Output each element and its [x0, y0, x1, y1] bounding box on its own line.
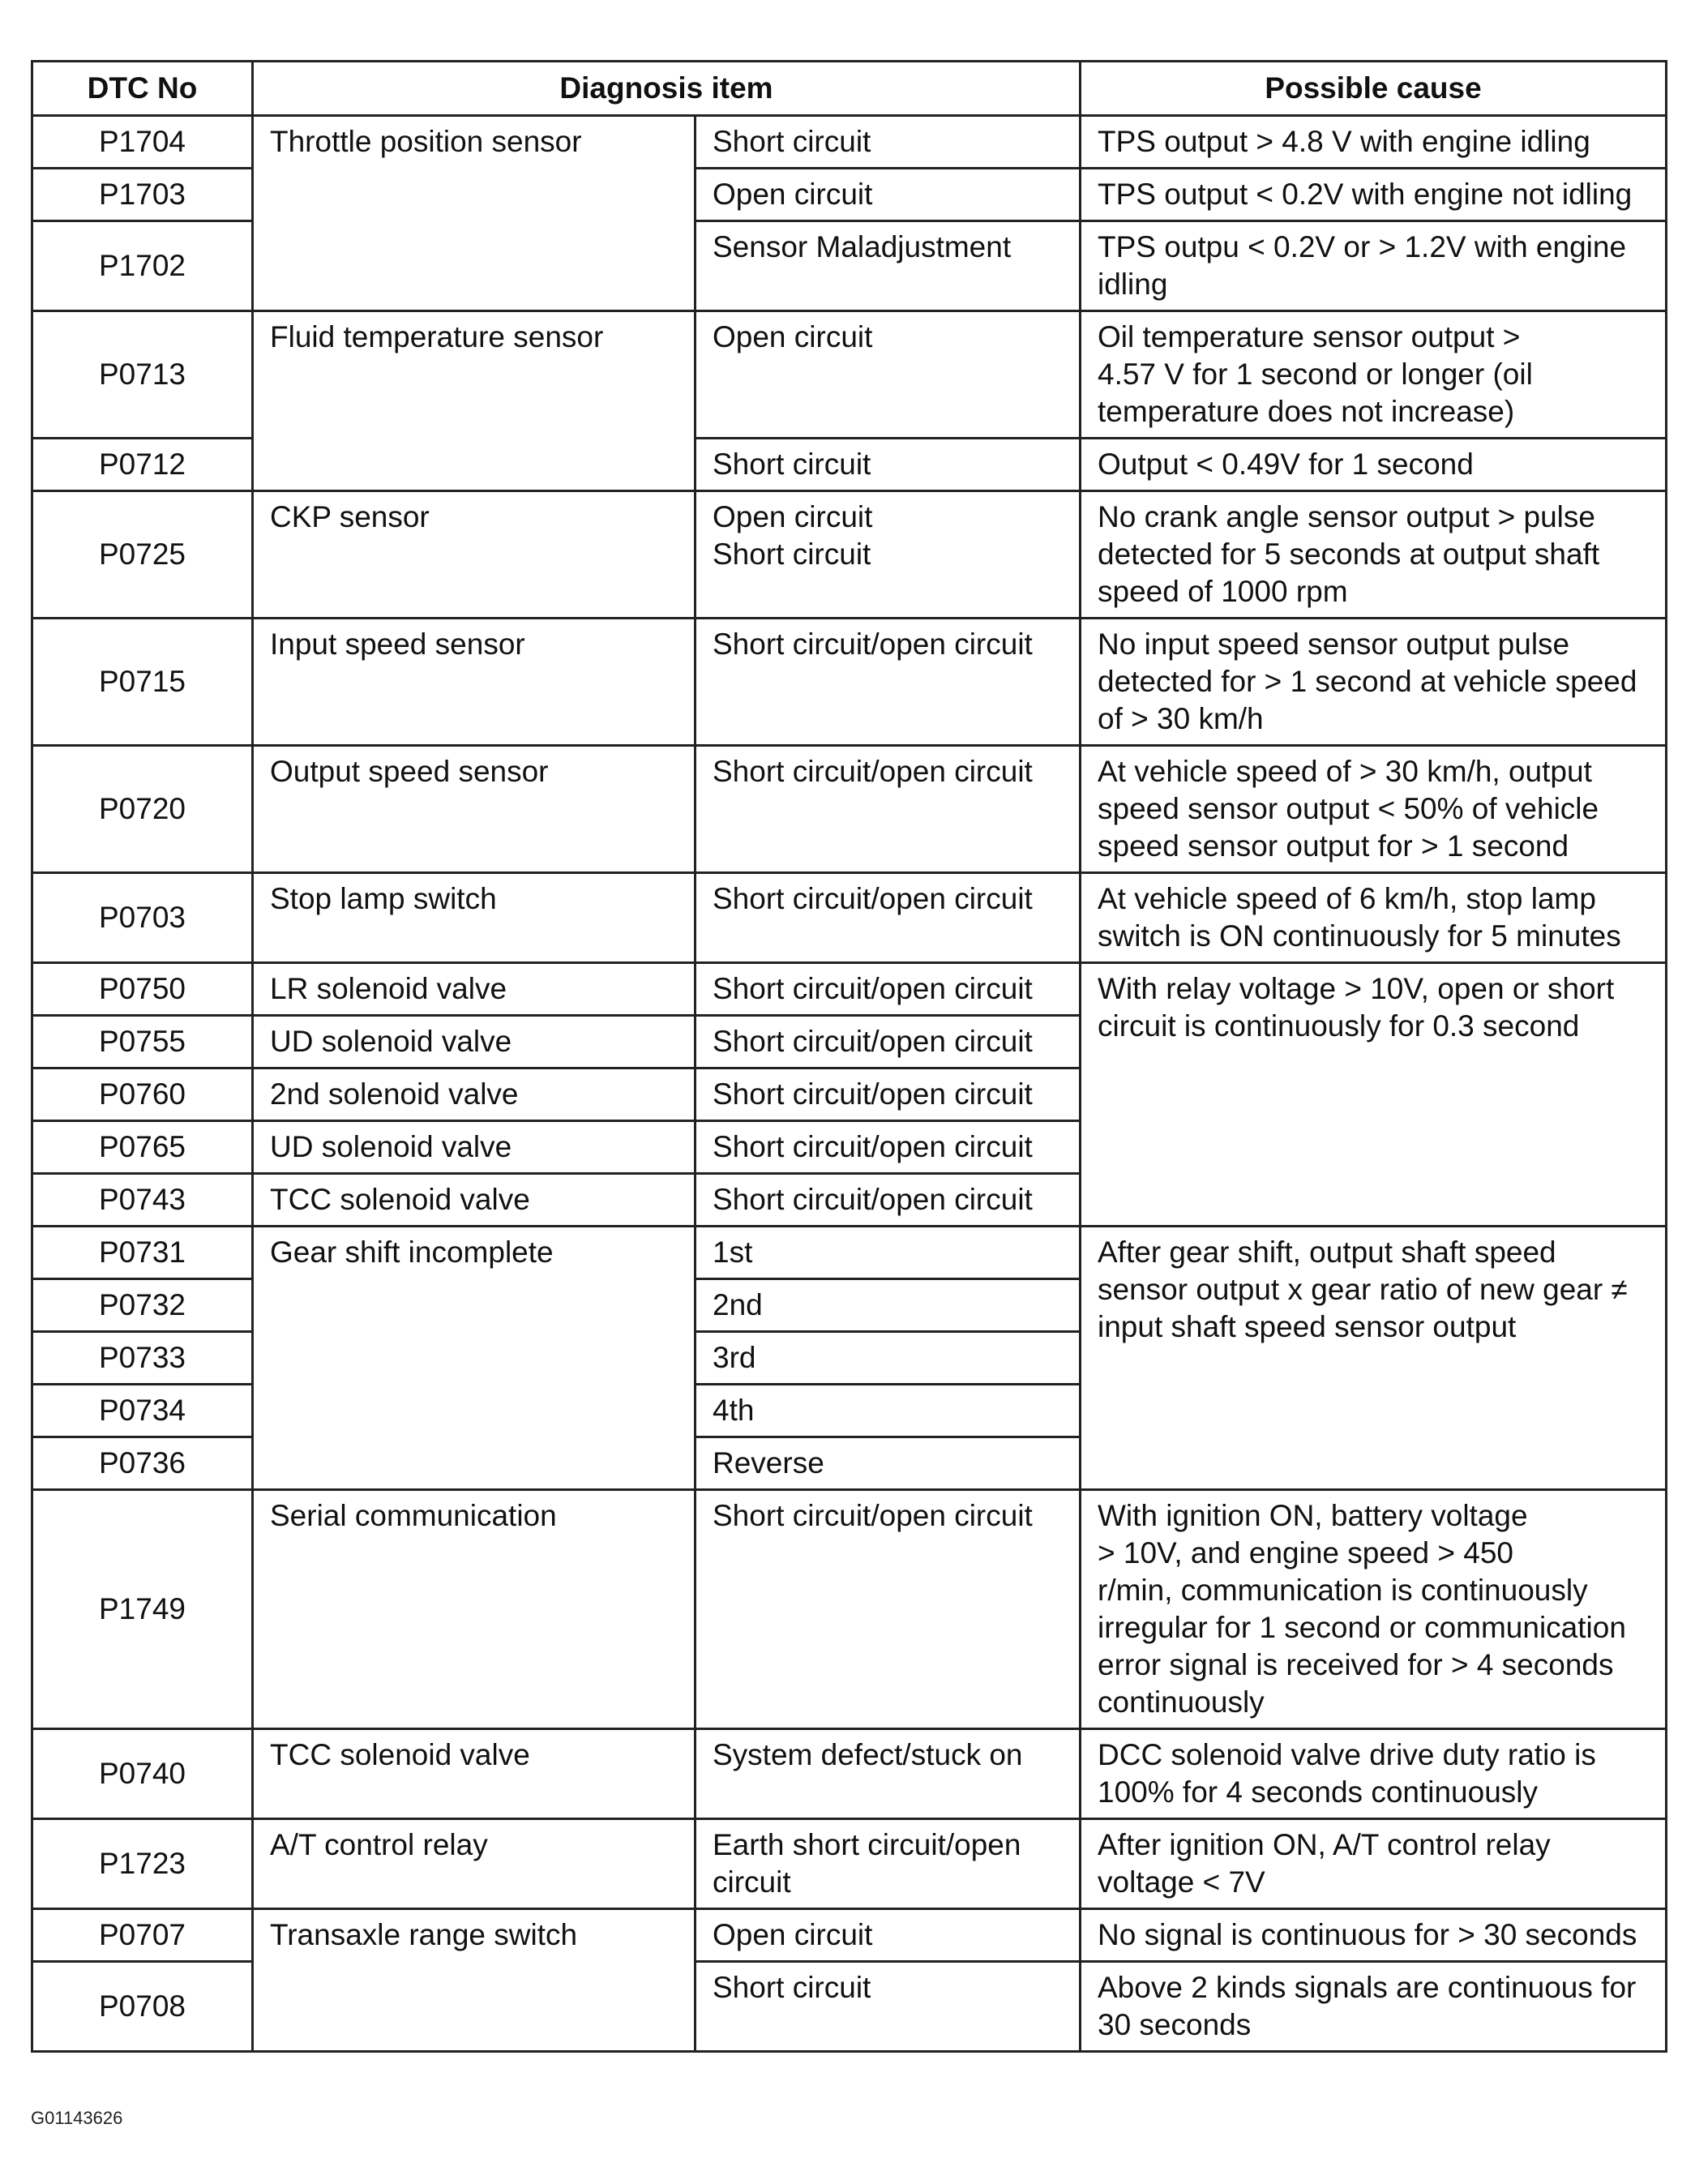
- header-dtc-no: DTC No: [32, 62, 253, 116]
- fault-mode: 3rd: [696, 1332, 1081, 1385]
- fault-mode: Short circuit/open circuit: [696, 1174, 1081, 1227]
- possible-cause: TPS outpu < 0.2V or > 1.2V with engine idling: [1081, 221, 1667, 311]
- dtc-code: P1704: [32, 116, 253, 169]
- table-row: [32, 963, 1667, 1016]
- dtc-table: [31, 60, 1667, 2053]
- fault-mode: 1st: [696, 1227, 1081, 1279]
- dtc-code: P0734: [32, 1385, 253, 1437]
- table-row: [32, 311, 1667, 439]
- fault-mode: Open circuit: [696, 311, 1081, 439]
- possible-cause: Above 2 kinds signals are continuous for 30 seconds: [1081, 1962, 1667, 2052]
- possible-cause: At vehicle speed of > 30 km/h, output speed sensor output < 50% of vehicle speed sensor output for > 1 second: [1081, 746, 1667, 873]
- diagnosis-item: LR solenoid valve: [253, 963, 696, 1016]
- fault-mode: System defect/stuck on: [696, 1729, 1081, 1819]
- dtc-code: P0755: [32, 1016, 253, 1068]
- possible-cause: No input speed sensor output pulse detected for > 1 second at vehicle speed of > 30 km/h: [1081, 619, 1667, 746]
- possible-cause: Output < 0.49V for 1 second: [1081, 439, 1667, 491]
- table-row: [32, 746, 1667, 873]
- possible-cause: With ignition ON, battery voltage > 10V, and engine speed > 450 r/min, communication is continuously irregular for 1 second or communication error signal is received for > 4 seconds continuously: [1081, 1490, 1667, 1729]
- dtc-code: P0725: [32, 491, 253, 619]
- table-row: [32, 1729, 1667, 1819]
- diagnosis-item: TCC solenoid valve: [253, 1729, 696, 1819]
- dtc-code: P0713: [32, 311, 253, 439]
- dtc-code: P0743: [32, 1174, 253, 1227]
- fault-mode: Short circuit/open circuit: [696, 746, 1081, 873]
- dtc-code: P0736: [32, 1437, 253, 1490]
- diagnosis-item: TCC solenoid valve: [253, 1174, 696, 1227]
- fault-mode: Reverse: [696, 1437, 1081, 1490]
- diagnosis-item: Input speed sensor: [253, 619, 696, 746]
- fault-mode: Short circuit: [696, 116, 1081, 169]
- diagnosis-item: Output speed sensor: [253, 746, 696, 873]
- figure-id: G01143626: [31, 2108, 123, 2128]
- header-diagnosis-item: Diagnosis item: [253, 62, 1081, 116]
- diagnosis-item: Gear shift incomplete: [253, 1227, 696, 1490]
- fault-mode: Open circuit: [696, 1909, 1081, 1962]
- dtc-code: P0750: [32, 963, 253, 1016]
- possible-cause: At vehicle speed of 6 km/h, stop lamp switch is ON continuously for 5 minutes: [1081, 873, 1667, 963]
- table-row: [32, 1490, 1667, 1729]
- possible-cause: Oil temperature sensor output > 4.57 V for 1 second or longer (oil temperature does not increase): [1081, 311, 1667, 439]
- dtc-code: P0712: [32, 439, 253, 491]
- table-row: [32, 491, 1667, 619]
- fault-mode: Short circuit/open circuit: [696, 873, 1081, 963]
- diagnosis-item: UD solenoid valve: [253, 1121, 696, 1174]
- diagnosis-item: Transaxle range switch: [253, 1909, 696, 2052]
- fault-mode: Short circuit/open circuit: [696, 1068, 1081, 1121]
- fault-mode: Open circuit Short circuit: [696, 491, 1081, 619]
- fault-mode: Short circuit/open circuit: [696, 963, 1081, 1016]
- dtc-code: P0707: [32, 1909, 253, 1962]
- dtc-code: P0732: [32, 1279, 253, 1332]
- fault-mode: Short circuit/open circuit: [696, 619, 1081, 746]
- fault-mode: Short circuit/open circuit: [696, 1490, 1081, 1729]
- fault-mode: Earth short circuit/open circuit: [696, 1819, 1081, 1909]
- diagnosis-item: Stop lamp switch: [253, 873, 696, 963]
- table-header-row: [32, 62, 1667, 116]
- diagnosis-item: UD solenoid valve: [253, 1016, 696, 1068]
- fault-mode: 2nd: [696, 1279, 1081, 1332]
- dtc-code: P1703: [32, 169, 253, 221]
- fault-mode: Open circuit: [696, 169, 1081, 221]
- dtc-code: P0731: [32, 1227, 253, 1279]
- dtc-code: P0708: [32, 1962, 253, 2052]
- possible-cause: After ignition ON, A/T control relay voltage < 7V: [1081, 1819, 1667, 1909]
- possible-cause: TPS output > 4.8 V with engine idling: [1081, 116, 1667, 169]
- possible-cause: DCC solenoid valve drive duty ratio is 100% for 4 seconds continuously: [1081, 1729, 1667, 1819]
- dtc-code: P0733: [32, 1332, 253, 1385]
- table-row: [32, 873, 1667, 963]
- diagnosis-item: Throttle position sensor: [253, 116, 696, 311]
- fault-mode: 4th: [696, 1385, 1081, 1437]
- table-row: [32, 1819, 1667, 1909]
- dtc-code: P0720: [32, 746, 253, 873]
- dtc-code: P0715: [32, 619, 253, 746]
- possible-cause: No signal is continuous for > 30 seconds: [1081, 1909, 1667, 1962]
- dtc-code: P0760: [32, 1068, 253, 1121]
- dtc-code: P1749: [32, 1490, 253, 1729]
- possible-cause: TPS output < 0.2V with engine not idling: [1081, 169, 1667, 221]
- header-possible-cause: Possible cause: [1081, 62, 1667, 116]
- diagnosis-item: Serial communication: [253, 1490, 696, 1729]
- possible-cause: No crank angle sensor output > pulse detected for 5 seconds at output shaft speed of 1000 rpm: [1081, 491, 1667, 619]
- fault-mode: Short circuit/open circuit: [696, 1121, 1081, 1174]
- possible-cause: After gear shift, output shaft speed sensor output x gear ratio of new gear ≠ input shaft speed sensor output: [1081, 1227, 1667, 1490]
- diagnosis-item: CKP sensor: [253, 491, 696, 619]
- table-row: [32, 619, 1667, 746]
- diagnosis-item: A/T control relay: [253, 1819, 696, 1909]
- fault-mode: Short circuit: [696, 439, 1081, 491]
- fault-mode: Sensor Maladjustment: [696, 221, 1081, 311]
- diagnosis-item: Fluid temperature sensor: [253, 311, 696, 491]
- table-row: [32, 1227, 1667, 1279]
- dtc-code: P0765: [32, 1121, 253, 1174]
- dtc-code: P0703: [32, 873, 253, 963]
- dtc-code: P1723: [32, 1819, 253, 1909]
- table-row: [32, 116, 1667, 169]
- diagnosis-item: 2nd solenoid valve: [253, 1068, 696, 1121]
- possible-cause: With relay voltage > 10V, open or short circuit is continuously for 0.3 second: [1081, 963, 1667, 1227]
- dtc-code: P0740: [32, 1729, 253, 1819]
- dtc-code: P1702: [32, 221, 253, 311]
- fault-mode: Short circuit: [696, 1962, 1081, 2052]
- fault-mode: Short circuit/open circuit: [696, 1016, 1081, 1068]
- table-row: [32, 1909, 1667, 1962]
